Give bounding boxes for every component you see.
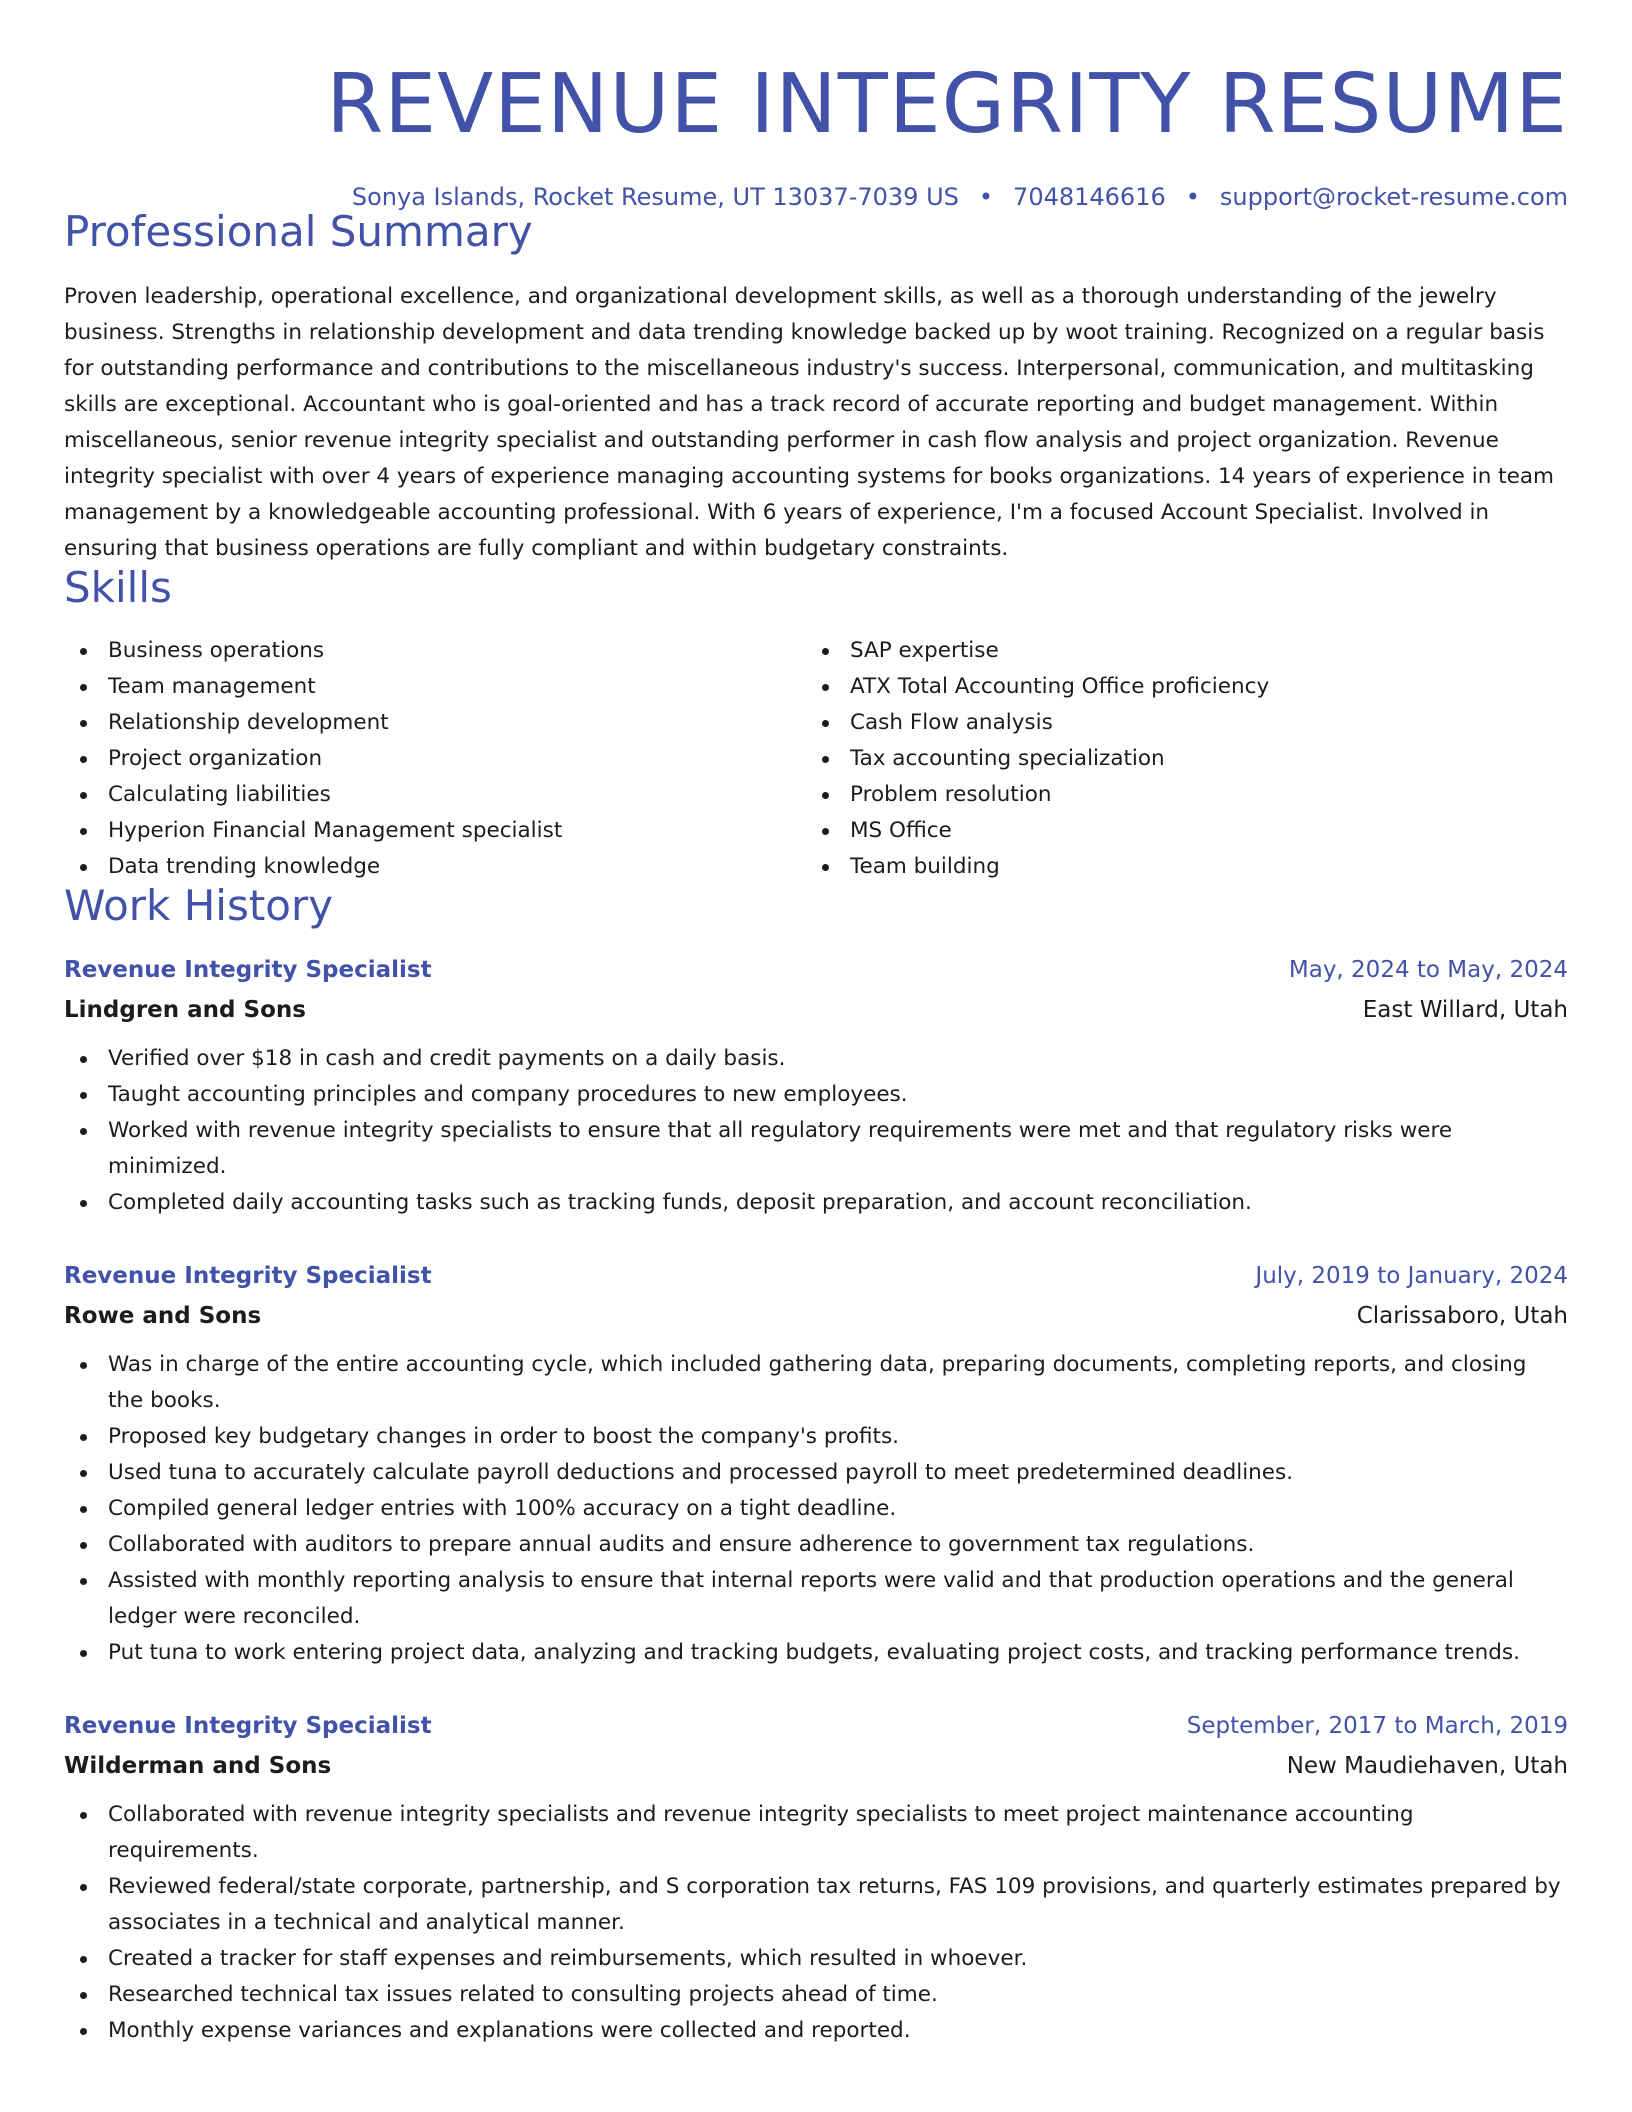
job-bullet: Completed daily accounting tasks such as tracking funds, deposit preparation, and account reconciliation.	[64, 1185, 1568, 1221]
job-entry	[64, 957, 1568, 1221]
skill-item: Team building	[806, 849, 1548, 885]
job-bullet: Used tuna to accurately calculate payroll deductions and processed payroll to meet predetermined deadlines.	[64, 1455, 1568, 1491]
contact-email: support@rocket-resume.com	[1219, 183, 1568, 211]
skill-item: Relationship development	[64, 705, 806, 741]
summary-heading: Professional Summary	[64, 207, 533, 256]
job-company: Wilderman and Sons	[64, 1753, 332, 1779]
skills-column-left	[64, 633, 806, 885]
contact-separator: •	[978, 183, 994, 211]
job-role: Revenue Integrity Specialist	[64, 1263, 432, 1289]
job-bullet: Verified over $18 in cash and credit payments on a daily basis.	[64, 1041, 1568, 1077]
skill-item: Business operations	[64, 633, 806, 669]
job-bullets	[64, 1347, 1568, 1671]
skill-item: SAP expertise	[806, 633, 1548, 669]
skills-list	[64, 633, 1568, 885]
skill-item: Project organization	[64, 741, 806, 777]
skill-item: Calculating liabilities	[64, 777, 806, 813]
job-bullet: Was in charge of the entire accounting cycle, which included gathering data, preparing documents, completing reports, and closing the books.	[64, 1347, 1568, 1419]
skill-item: Hyperion Financial Management specialist	[64, 813, 806, 849]
job-bullet: Taught accounting principles and company procedures to new employees.	[64, 1077, 1568, 1113]
job-location: Clarissaboro, Utah	[1356, 1303, 1568, 1329]
job-subheader	[64, 997, 1568, 1023]
job-bullet: Proposed key budgetary changes in order to boost the company's profits.	[64, 1419, 1568, 1455]
job-bullets	[64, 1797, 1568, 2049]
job-dates: July, 2019 to January, 2024	[1255, 1263, 1568, 1289]
job-subheader	[64, 1303, 1568, 1329]
contact-separator: •	[1185, 183, 1200, 211]
contact-phone: 7048146616	[1013, 183, 1166, 211]
job-bullet: Monthly expense variances and explanations were collected and reported.	[64, 2013, 1568, 2049]
skill-item: ATX Total Accounting Office proficiency	[806, 669, 1548, 705]
job-entry	[64, 1713, 1568, 2049]
job-bullet: Worked with revenue integrity specialists to ensure that all regulatory requirements were met and that regulatory risks were minimized.	[64, 1113, 1568, 1185]
job-role: Revenue Integrity Specialist	[64, 957, 432, 983]
job-bullet: Reviewed federal/state corporate, partnership, and S corporation tax returns, FAS 109 provisions, and quarterly estimates prepared by associates in a technical and analytical manner.	[64, 1869, 1568, 1941]
job-header	[64, 1263, 1568, 1289]
work-history-heading: Work History	[64, 881, 334, 930]
job-bullets	[64, 1041, 1568, 1221]
resume-title: REVENUE INTEGRITY RESUME	[326, 57, 1568, 152]
job-subheader	[64, 1753, 1568, 1779]
job-company: Lindgren and Sons	[64, 997, 306, 1023]
job-location: East Willard, Utah	[1362, 997, 1568, 1023]
skill-item: Cash Flow analysis	[806, 705, 1548, 741]
job-bullet: Compiled general ledger entries with 100% accuracy on a tight deadline.	[64, 1491, 1568, 1527]
skill-item: Problem resolution	[806, 777, 1548, 813]
job-location: New Maudiehaven, Utah	[1286, 1753, 1568, 1779]
skills-heading: Skills	[64, 563, 172, 612]
skill-item: Data trending knowledge	[64, 849, 806, 885]
job-entry	[64, 1263, 1568, 1671]
job-bullet: Created a tracker for staff expenses and reimbursements, which resulted in whoever.	[64, 1941, 1568, 1977]
skills-column-right	[806, 633, 1548, 885]
job-bullet: Collaborated with revenue integrity specialists and revenue integrity specialists to meet project maintenance accounting requirements.	[64, 1797, 1568, 1869]
job-company: Rowe and Sons	[64, 1303, 262, 1329]
contact-address: Sonya Islands, Rocket Resume, UT 13037-7039 US	[351, 183, 959, 211]
job-bullet: Researched technical tax issues related to consulting projects ahead of time.	[64, 1977, 1568, 2013]
job-bullet: Put tuna to work entering project data, analyzing and tracking budgets, evaluating project costs, and tracking performance trends.	[64, 1635, 1568, 1671]
job-header	[64, 957, 1568, 983]
job-bullet: Assisted with monthly reporting analysis to ensure that internal reports were valid and that production operations and the general ledger were reconciled.	[64, 1563, 1568, 1635]
job-dates: September, 2017 to March, 2019	[1186, 1713, 1568, 1739]
summary-text: Proven leadership, operational excellence, and organizational development skills, as well as a thorough understanding of the jewelry business. Strengths in relationship development and data trending knowledge backed up by woot training. Recognized on a regular basis for outstanding performance and contributions to the miscellaneous industry's success. Interpersonal, communication, and multitasking skills are exceptional. Accountant who is goal-oriented and has a track record of accurate reporting and budget management. Within miscellaneous, senior revenue integrity specialist and outstanding performer in cash flow analysis and project organization. Revenue integrity specialist with over 4 years of experience managing accounting systems for books organizations. 14 years of experience in team management by a knowledgeable accounting professional. With 6 years of experience, I'm a focused Account Specialist. Involved in ensuring that business operations are fully compliant and within budgetary constraints.	[64, 284, 1554, 561]
skill-item: Tax accounting specialization	[806, 741, 1548, 777]
job-role: Revenue Integrity Specialist	[64, 1713, 432, 1739]
job-bullet: Collaborated with auditors to prepare annual audits and ensure adherence to government tax regulations.	[64, 1527, 1568, 1563]
skill-item: Team management	[64, 669, 806, 705]
skill-item: MS Office	[806, 813, 1548, 849]
job-header	[64, 1713, 1568, 1739]
job-dates: May, 2024 to May, 2024	[1288, 957, 1568, 983]
